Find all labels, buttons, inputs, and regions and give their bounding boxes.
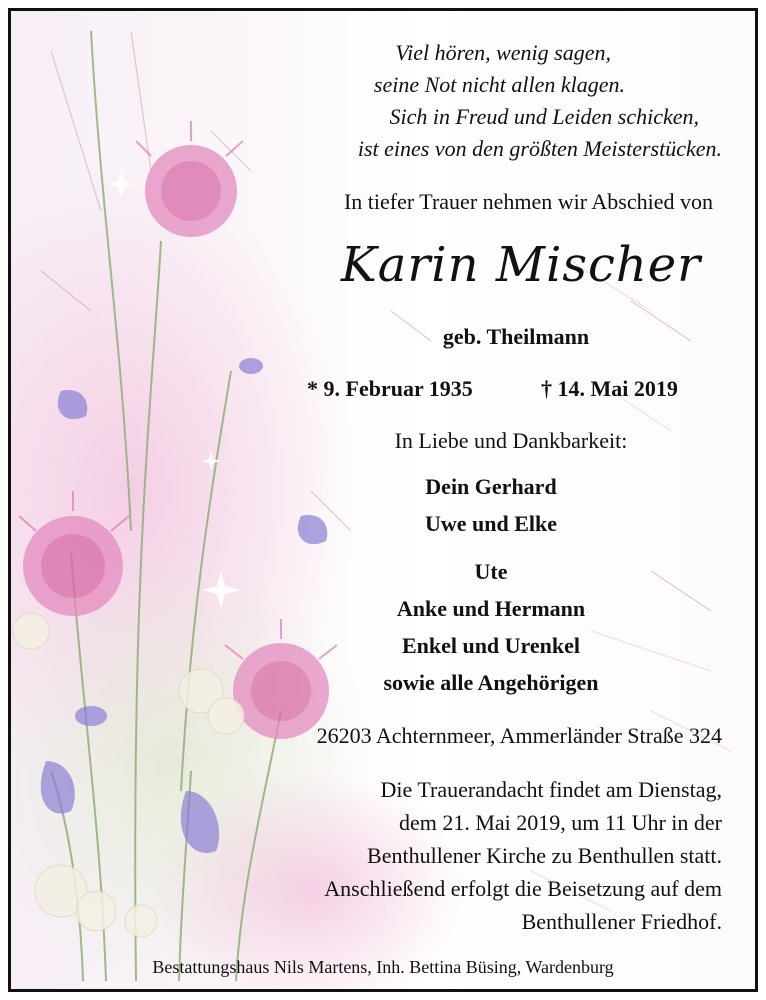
service-info-line: Benthullener Kirche zu Benthullen statt. — [367, 843, 722, 868]
mourner-line: sowie alle Angehörigen — [383, 670, 599, 695]
mourner-line: Anke und Hermann — [396, 596, 586, 621]
mourner-line: Enkel und Urenkel — [401, 633, 581, 658]
service-info-line: Die Trauerandacht findet am Dienstag, — [380, 777, 722, 802]
poem-line-2: seine Not nicht allen klagen. — [373, 72, 625, 97]
funeral-home-text: Bestattungshaus Nils Martens, Inh. Bettina Büsing, Wardenburg — [152, 957, 614, 977]
thanks-text: In Liebe und Dankbarkeit: — [394, 428, 628, 453]
obituary-frame — [8, 8, 758, 992]
death-date: † 14. Mai 2019 — [541, 376, 678, 401]
deceased-name: Karin Mischer — [340, 237, 702, 293]
mourner-line: Dein Gerhard — [425, 474, 557, 499]
intro-text: In tiefer Trauer nehmen wir Abschied von — [343, 189, 713, 214]
service-info-line: dem 21. Mai 2019, um 11 Uhr in der — [398, 810, 722, 835]
service-info-line: Anschließend erfolgt die Beisetzung auf dem — [324, 876, 722, 901]
birth-name: geb. Theilmann — [442, 324, 590, 349]
poem-line-4: ist eines von den größten Meisterstücken. — [357, 136, 722, 161]
service-info-line: Benthullener Friedhof. — [521, 909, 722, 934]
birth-date: * 9. Februar 1935 — [307, 376, 473, 401]
obituary-text — [11, 11, 755, 989]
address-text: 26203 Achternmeer, Ammerländer Straße 324 — [316, 723, 722, 748]
mourner-line: Ute — [474, 559, 508, 584]
poem-line-3: Sich in Freud und Leiden schicken, — [389, 104, 699, 129]
poem-line-1: Viel hören, wenig sagen, — [395, 40, 611, 65]
mourner-line: Uwe und Elke — [424, 511, 558, 536]
